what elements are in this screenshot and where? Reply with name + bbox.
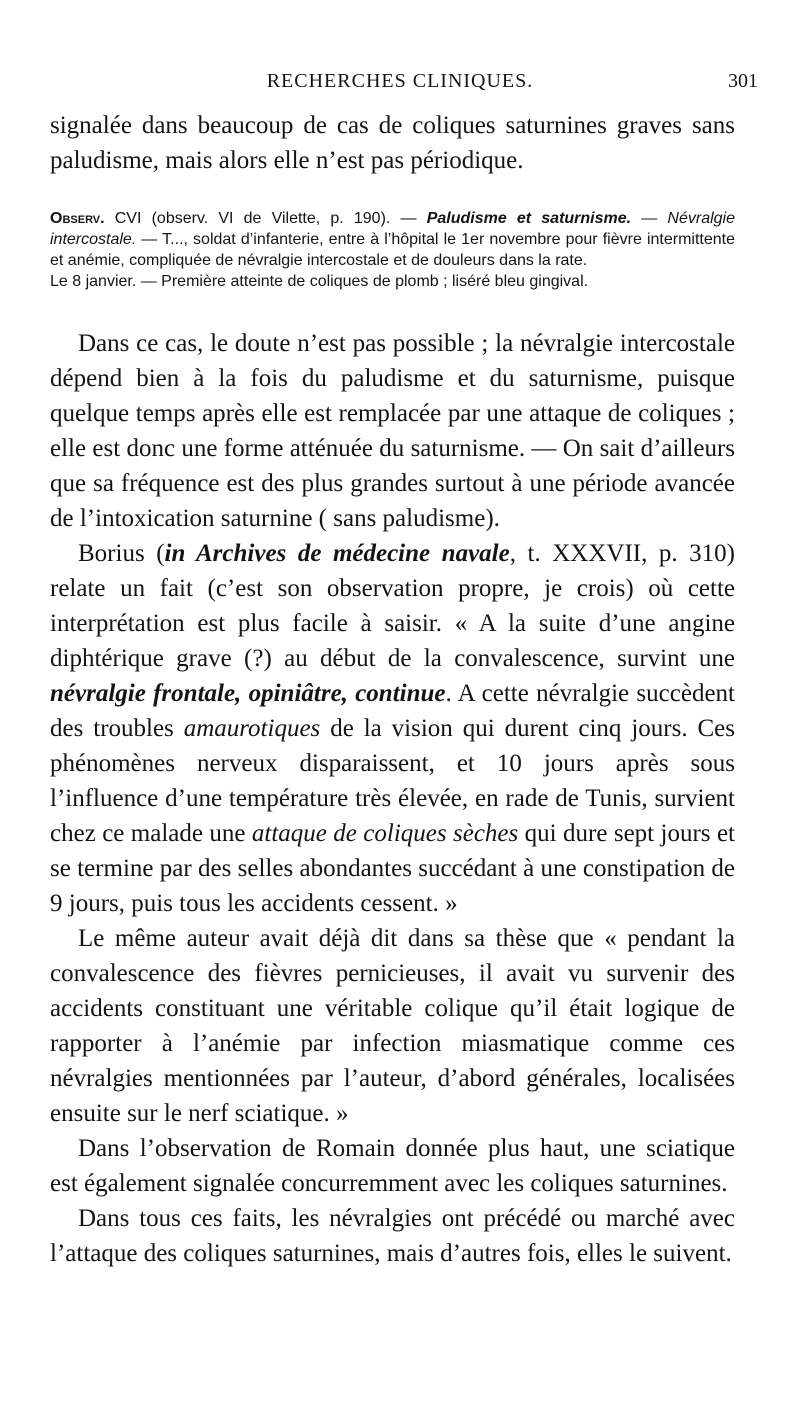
borius-source: in Archives de médecine navale [164,540,510,567]
observation-label: Observ. [50,210,105,227]
page-number: 301 [728,70,758,92]
borius-attaque: attaque de coliques sèches [251,820,519,847]
borius-text-1: Borius ( [78,540,165,567]
page-header [0,64,800,94]
observation-text-2: Le 8 janvier. — Première atteinte de coliques de plomb ; liséré bleu gingival. [50,273,589,290]
observation-subtitle: Névralgie intercostale. [50,210,736,248]
body-text [50,108,735,1271]
running-title: RECHERCHES CLINIQUES. [266,70,534,92]
borius-nevralgie: névralgie frontale, opiniâtre, continue [50,680,446,707]
borius-text-5: qui dure sept jours et se termine par des selles abondantes succédant à une constipation de 9 jours, puis tous les accidents cessent. » [50,820,735,917]
observation-block [50,208,735,292]
borius-text-2: , t. XXXVII, p. 310) relate un fait (c’est son observation propre, je crois) où cette interprétation est plus facile à saisir. « A la suite d’une angine diphtérique grave (?) au début de la convalescence, survint une [50,540,736,672]
paragraph-borius [50,536,735,921]
borius-text-4: de la vision qui durent cinq jours. Ces phénomènes nerveux disparaissent, et 10 jours après sous l’influence d’une température très élevée, en rade de Tunis, survient chez ce malade une [50,715,735,847]
borius-amaurotiques: amaurotiques [183,715,321,742]
observation-ref: CVI (observ. VI de Vilette, p. 190). — [104,210,427,227]
observation-text-1: — T..., soldat d’infanterie, entre à l’hôpital le 1er novembre pour fièvre intermittente et anémie, compliquée de névralgie intercostale et de douleurs dans la rate. [50,231,735,269]
paragraph-meme-auteur: Le même auteur avait déjà dit dans sa thèse que « pendant la convalescence des fièvres pernicieuses, il avait vu survenir des accidents constituant une véritable colique qu’il était logique de rapporter à l’anémie par infection miasmatique comme ces névralgies mentionnées par l’auteur, d’abord générales, localisées ensuite sur le nerf sciatique. » [50,925,735,1127]
paragraph-intro: signalée dans beaucoup de cas de coliques saturnines graves sans paludisme, mais alors elle n’est pas périodique. [50,112,735,174]
borius-text-3: . A cette névralgie succèdent des troubles [50,680,735,742]
observation-heading [50,208,735,271]
paragraph-dans-ce-cas: Dans ce cas, le doute n’est pas possible ; la névralgie intercostale dépend bien à la fois du paludisme et du saturnisme, puisque quelque temps après elle est remplacée par une attaque de coliques ; elle est donc une forme atténuée du saturnisme. — On sait d’ailleurs que sa fréquence est des plus grandes surtout à une période avancée de l’intoxication saturnine ( sans paludisme). [50,330,735,532]
paragraph-romain: Dans l’observation de Romain donnée plus haut, une sciatique est également signalée concurremment avec les coliques saturnines. [50,1135,735,1197]
observation-title: Paludisme et saturnisme. [426,210,632,227]
observation-dash: — [631,210,668,227]
paragraph-tous-ces-faits: Dans tous ces faits, les névralgies ont précédé ou marché avec l’attaque des coliques saturnines, mais d’autres fois, elles le suivent. [50,1205,735,1267]
